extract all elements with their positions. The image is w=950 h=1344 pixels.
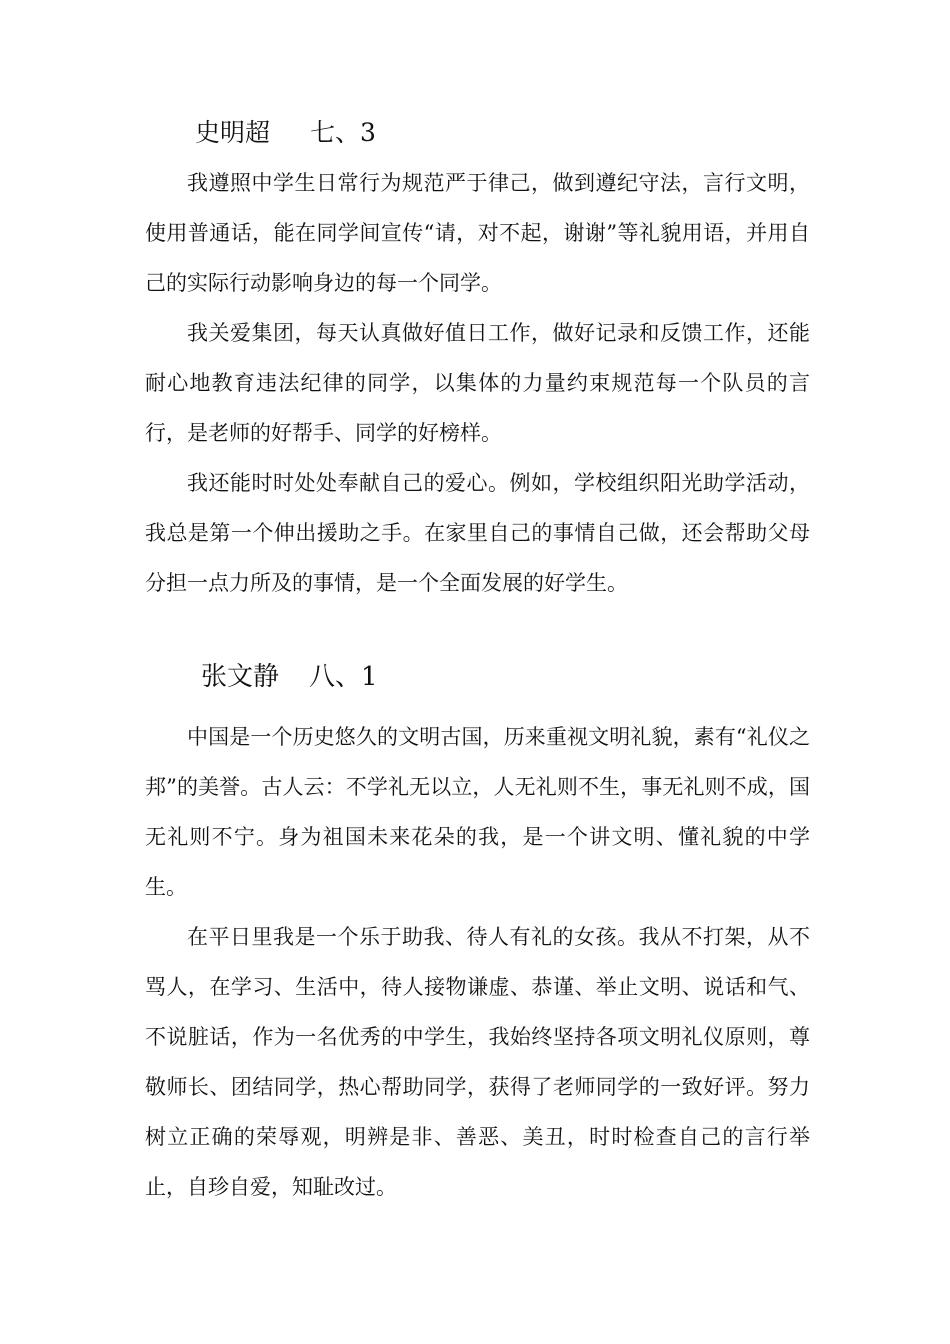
paragraph: 我还能时时处处奉献自己的爱心。例如，学校组织阳光助学活动，我总是第一个伸出援助之手。在家里自己的事情自己做，还会帮助父母分担一点力所及的事情，是一个全面发展的好学生。	[145, 471, 810, 595]
student-class: 七、3	[310, 118, 376, 147]
student-class: 八、1	[309, 662, 378, 692]
student-name: 史明超	[195, 118, 271, 147]
student-name: 张文静	[201, 662, 280, 692]
student-section-1	[145, 118, 810, 608]
section-body	[145, 712, 810, 1212]
section-heading	[145, 118, 810, 148]
paragraph: 我关爱集团，每天认真做好值日工作，做好记录和反馈工作，还能耐心地教育违法纪律的同学，以集体的力量约束规范每一个队员的言行，是老师的好帮手、同学的好榜样。	[145, 321, 810, 445]
section-heading	[145, 662, 810, 692]
paragraph: 在平日里我是一个乐于助我、待人有礼的女孩。我从不打架，从不骂人，在学习、生活中，待人接物谦虚、恭谨、举止文明、说话和气、不说脏话，作为一名优秀的中学生，我始终坚持各项文明礼仪原则，尊敬师长、团结同学，热心帮助同学，获得了老师同学的一致好评。努力树立正确的荣辱观，明辨是非、善恶、美丑，时时检查自己的言行举止，自珍自爱，知耻改过。	[145, 925, 810, 1199]
paragraph: 我遵照中学生日常行为规范严于律己，做到遵纪守法，言行文明，使用普通话，能在同学间宣传“请，对不起，谢谢”等礼貌用语，并用自己的实际行动影响身边的每一个同学。	[145, 171, 810, 295]
section-body	[145, 158, 810, 608]
paragraph: 中国是一个历史悠久的文明古国，历来重视文明礼貌，素有“礼仪之邦”的美誉。古人云：不学礼无以立，人无礼则不生，事无礼则不成，国无礼则不宁。身为祖国未来花朵的我，是一个讲文明、懂礼貌的中学生。	[145, 725, 810, 899]
student-section-2	[145, 662, 810, 1212]
